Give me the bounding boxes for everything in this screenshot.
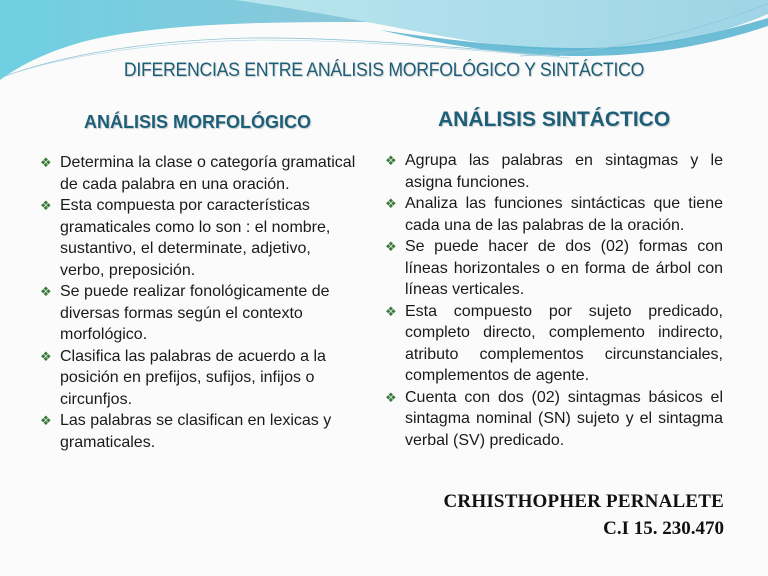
list-item-text: Se puede hacer de dos (02) formas con líneas horizontales o en forma de árbol con líneas verticales. — [405, 238, 723, 298]
diamond-bullet-icon: ❖ — [385, 389, 397, 405]
diamond-bullet-icon: ❖ — [40, 284, 52, 299]
diamond-bullet-icon: ❖ — [40, 413, 52, 428]
list-item — [383, 301, 723, 387]
syntactic-list — [383, 150, 723, 451]
list-item-text: Las palabras se clasifican en lexicas y gramaticales. — [60, 412, 332, 451]
author-name: CRHISTHOPHER PERNALETE — [443, 491, 724, 512]
morphological-heading: ANÁLISIS MORFOLÓGICO — [84, 112, 311, 132]
diamond-bullet-icon: ❖ — [385, 153, 397, 168]
diamond-bullet-icon: ❖ — [40, 348, 52, 364]
diamond-bullet-icon: ❖ — [40, 155, 52, 170]
list-item-text: Clasifica las palabras de acuerdo a la posición en prefijos, sufijos, infijos o circunfjos. — [60, 347, 326, 408]
list-item-text: Analiza las funciones sintácticas que tiene cada una de las palabras de la oración. — [405, 195, 723, 234]
diamond-bullet-icon: ❖ — [385, 196, 397, 211]
morphological-list — [38, 152, 358, 453]
list-item — [38, 195, 358, 281]
list-item — [383, 193, 723, 236]
list-item — [383, 387, 723, 452]
author-id: C.I 15. 230.470 — [603, 518, 724, 539]
list-item-text: Esta compuesta por características gramaticales como lo son : el nombre, sustantivo, el determinate, adjetivo, verbo, preposición. — [60, 197, 331, 279]
list-item — [383, 150, 723, 193]
list-item-text: Determina la clase o categoría gramatical de cada palabra en una oración. — [60, 154, 356, 193]
list-item — [38, 152, 358, 195]
list-item — [38, 410, 358, 453]
list-item — [38, 346, 358, 411]
diamond-bullet-icon: ❖ — [40, 198, 52, 213]
diamond-bullet-icon: ❖ — [385, 239, 397, 254]
list-item — [38, 281, 358, 346]
list-item — [383, 236, 723, 301]
list-item-text: Se puede realizar fonológicamente de diversas formas según el contexto morfológico. — [60, 283, 330, 343]
syntactic-heading: ANÁLISIS SINTÁCTICO — [438, 108, 671, 131]
diamond-bullet-icon: ❖ — [385, 303, 397, 319]
list-item-text: Cuenta con dos (02) sintagmas básicos el sintagma nominal (SN) sujeto y el sintagma verbal (SV) predicado. — [405, 388, 723, 449]
list-item-text: Esta compuesto por sujeto predicado, completo directo, complemento indirecto, atributo complementos circunstanciales, complementos de agente. — [405, 302, 723, 384]
list-item-text: Agrupa las palabras en sintagmas y le asigna funciones. — [405, 152, 723, 191]
slide-title: DIFERENCIAS ENTRE ANÁLISIS MORFOLÓGICO Y SINTÁCTICO — [123, 60, 645, 81]
wave-header-decoration — [0, 0, 768, 110]
